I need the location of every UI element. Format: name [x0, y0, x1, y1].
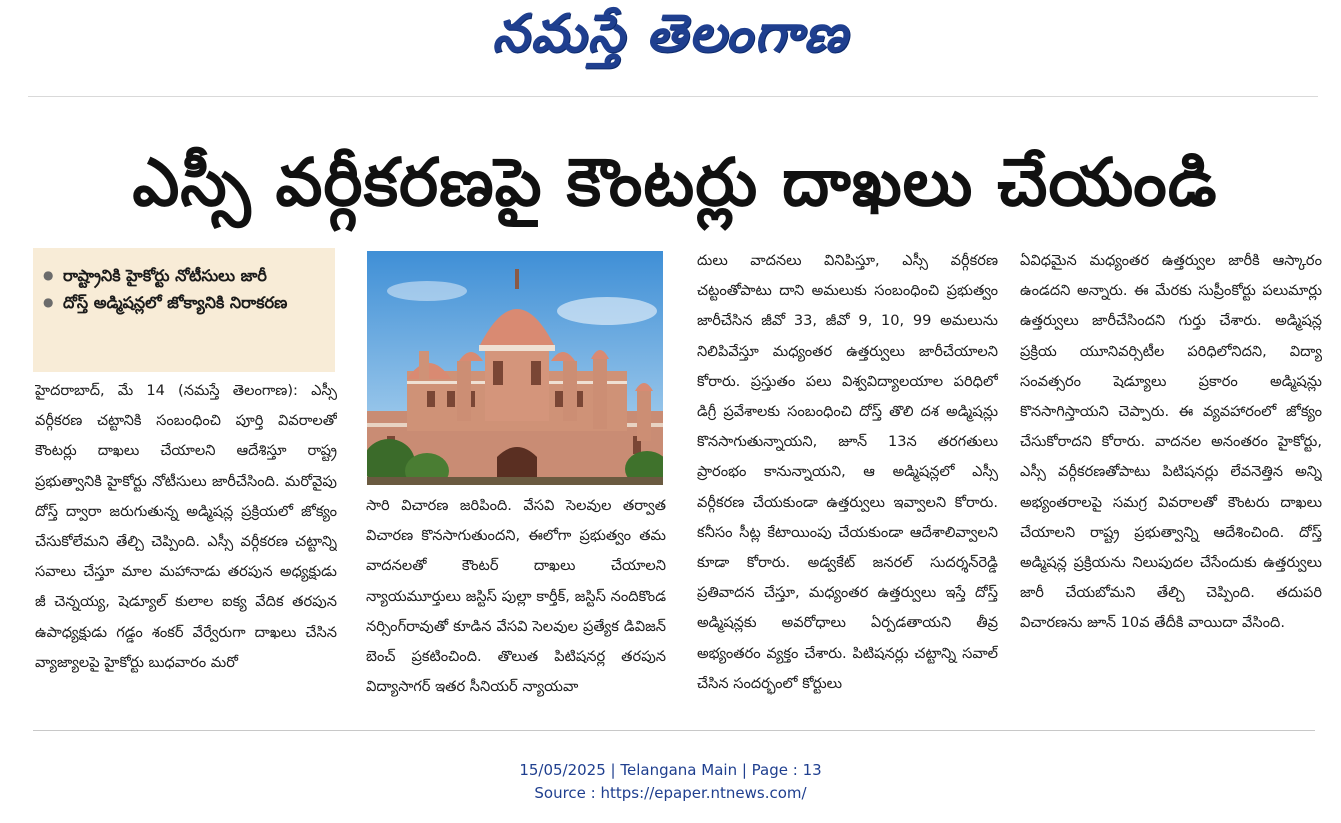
masthead-title: నమస్తే తెలంగాణ — [492, 3, 849, 64]
article-column-2 — [366, 491, 666, 718]
high-court-building-icon — [367, 251, 663, 485]
article-column-1 — [35, 376, 337, 718]
column-text: సారి విచారణ జరిపింది. వేసవి సెలవుల తర్వాత విచారణ కొనసాగుతుందని, ఈలోగా ప్రభుత్వం తమ వాదనలతో కౌంటర్ దాఖలు చేయాలని న్యాయమూర్తులు జస్టిస్ పుల్లా కార్తీక్, జస్టిస్ నందికొండ నర్సింగ్‌రావుతో కూడిన వేసవి సెలవుల ప్రత్యేక డివిజన్ బెంచ్ ప్రకటించింది. తొలుత పిటిషనర్ల తరపున విద్యాసాగర్ ఇతర సీనియర్ న్యాయవా — [366, 497, 666, 696]
article-headline: ఎస్సీ వర్గీకరణపై కౌంటర్లు దాఖలు చేయండి — [132, 144, 1218, 221]
footer-source-line — [0, 784, 1341, 802]
article-column-4 — [1020, 246, 1322, 688]
column-text: ఏవిధమైన మధ్యంతర ఉత్తర్వుల జారీకి ఆస్కారం ఉండదని అన్నారు. ఈ మేరకు సుప్రీంకోర్టు పలుమార్లు ఉత్తర్వులు జారీచేసిందని గుర్తు చేశారు. అడ్మిషన్ల ప్రక్రియ యూనివర్సిటీల పరిధిలోనిదని, విద్యా సంవత్సరం షెడ్యూలు ప్రకారం అడ్మిషన్లు కొనసాగిస్తాయని చెప్పారు. ఈ వ్యవహారంలో జోక్యం చేసుకోరాదని కోరారు. వాదనల అనంతరం హైకోర్టు, ఎస్సీ వర్గీకరణతోపాటు పిటిషనర్లు లేవనెత్తిన అన్ని అభ్యంతరాలపై సమగ్ర వివరాలతో కౌంటరు దాఖలు చేయాలని రాష్ట్ర ప్రభుత్వాన్ని ఆదేశించింది. దోస్త్ అడ్మిషన్ల ప్రక్రియను నిలుపుదల చేసేందుకు ఉత్తర్వులు జారీ చేయబోమని తేల్చి చెప్పింది. తదుపరి విచారణను జూన్ 10వ తేదీకి వాయిదా వేసింది. — [1020, 252, 1322, 632]
footer-source-label: Source : — [534, 784, 601, 802]
footer-edition-line — [0, 761, 1341, 779]
footer-separator: | — [737, 761, 752, 779]
footer-date: 15/05/2025 — [519, 761, 606, 779]
footer-divider — [33, 730, 1315, 731]
column-text: దులు వాదనలు వినిపిస్తూ, ఎస్సీ వర్గీకరణ చట్టంతోపాటు దాని అమలుకు సంబంధించి ప్రభుత్వం జారీచేసిన జీవో 33, జీవో 9, 10, 99 అమలును నిలిపివేస్తూ మధ్యంతర ఉత్తర్వులు జారీచేయాలని కోరారు. ప్రస్తుతం పలు విశ్వవిద్యాలయాల పరిధిలో డిగ్రీ ప్రవేశాలకు సంబంధించి దోస్త్ తొలి దశ అడ్మిషన్లు కొనసాగుతున్నాయని, జూన్ 13న తరగతులు ప్రారంభం కానున్నాయని, ఆ అడ్మిషన్లలో ఎస్సీ వర్గీకరణ చేయకుండా ఉత్తర్వులు ఇవ్వాలని కోరారు. కనీసం సీట్ల కేటాయింపు చేయకుండా ఆదేశాలివ్వాలని కూడా కోరారు. అడ్వకేట్ జనరల్ సుదర్శన్‌రెడ్డి ప్రతివాదన చేస్తూ, మధ్యంతర ఉత్తర్వులు ఇస్తే దోస్త్ అడ్మిషన్లకు అవరోధాలు ఏర్పడతాయని తీవ్ర అభ్యంతరం వ్యక్తం చేశారు. పిటిషనర్లు చట్టాన్ని సవాల్ చేసిన సందర్భంలో కోర్టులు — [697, 252, 998, 692]
high-court-photo — [367, 251, 663, 485]
footer-edition: Telangana Main — [620, 761, 738, 779]
summary-box — [33, 248, 335, 372]
summary-point: ● దోస్త్ అడ్మిషన్లలో జోక్యానికి నిరాకరణ — [43, 289, 325, 316]
article-column-3 — [697, 246, 998, 718]
footer-page: Page : 13 — [751, 761, 822, 779]
summary-list — [43, 262, 325, 316]
footer-source-link[interactable]: https://epaper.ntnews.com/ — [600, 784, 807, 802]
summary-point: ● రాష్ట్రానికి హైకోర్టు నోటీసులు జారీ — [43, 262, 325, 289]
masthead — [0, 0, 1341, 80]
footer-separator: | — [605, 761, 621, 779]
masthead-divider — [28, 96, 1318, 97]
column-text: హైదరాబాద్, మే 14 (నమస్తే తెలంగాణ): ఎస్సీ వర్గీకరణ చట్టానికి సంబంధించి పూర్తి వివరాలతో కౌంటర్లు దాఖలు చేయాలని ఆదేశిస్తూ రాష్ట్ర ప్రభుత్వానికి హైకోర్టు నోటీసులు జారీచేసింది. మరోవైపు దోస్త్ ద్వారా జరుగుతున్న అడ్మిషన్ల ప్రక్రియలో జోక్యం చేసుకోలేమని తేల్చి చెప్పింది. ఎస్సీ వర్గీకరణ చట్టాన్ని సవాలు చేస్తూ మాల మహానాడు తరపున అధ్యక్షుడు జీ చెన్నయ్య, షెడ్యూల్ కులాల ఐక్య వేదిక తరపున ఉపాధ్యక్షుడు గడ్డం శంకర్ వేర్వేరుగా దాఖలు చేసిన వ్యాజ్యాలపై హైకోర్టు బుధవారం మరో — [35, 382, 337, 671]
